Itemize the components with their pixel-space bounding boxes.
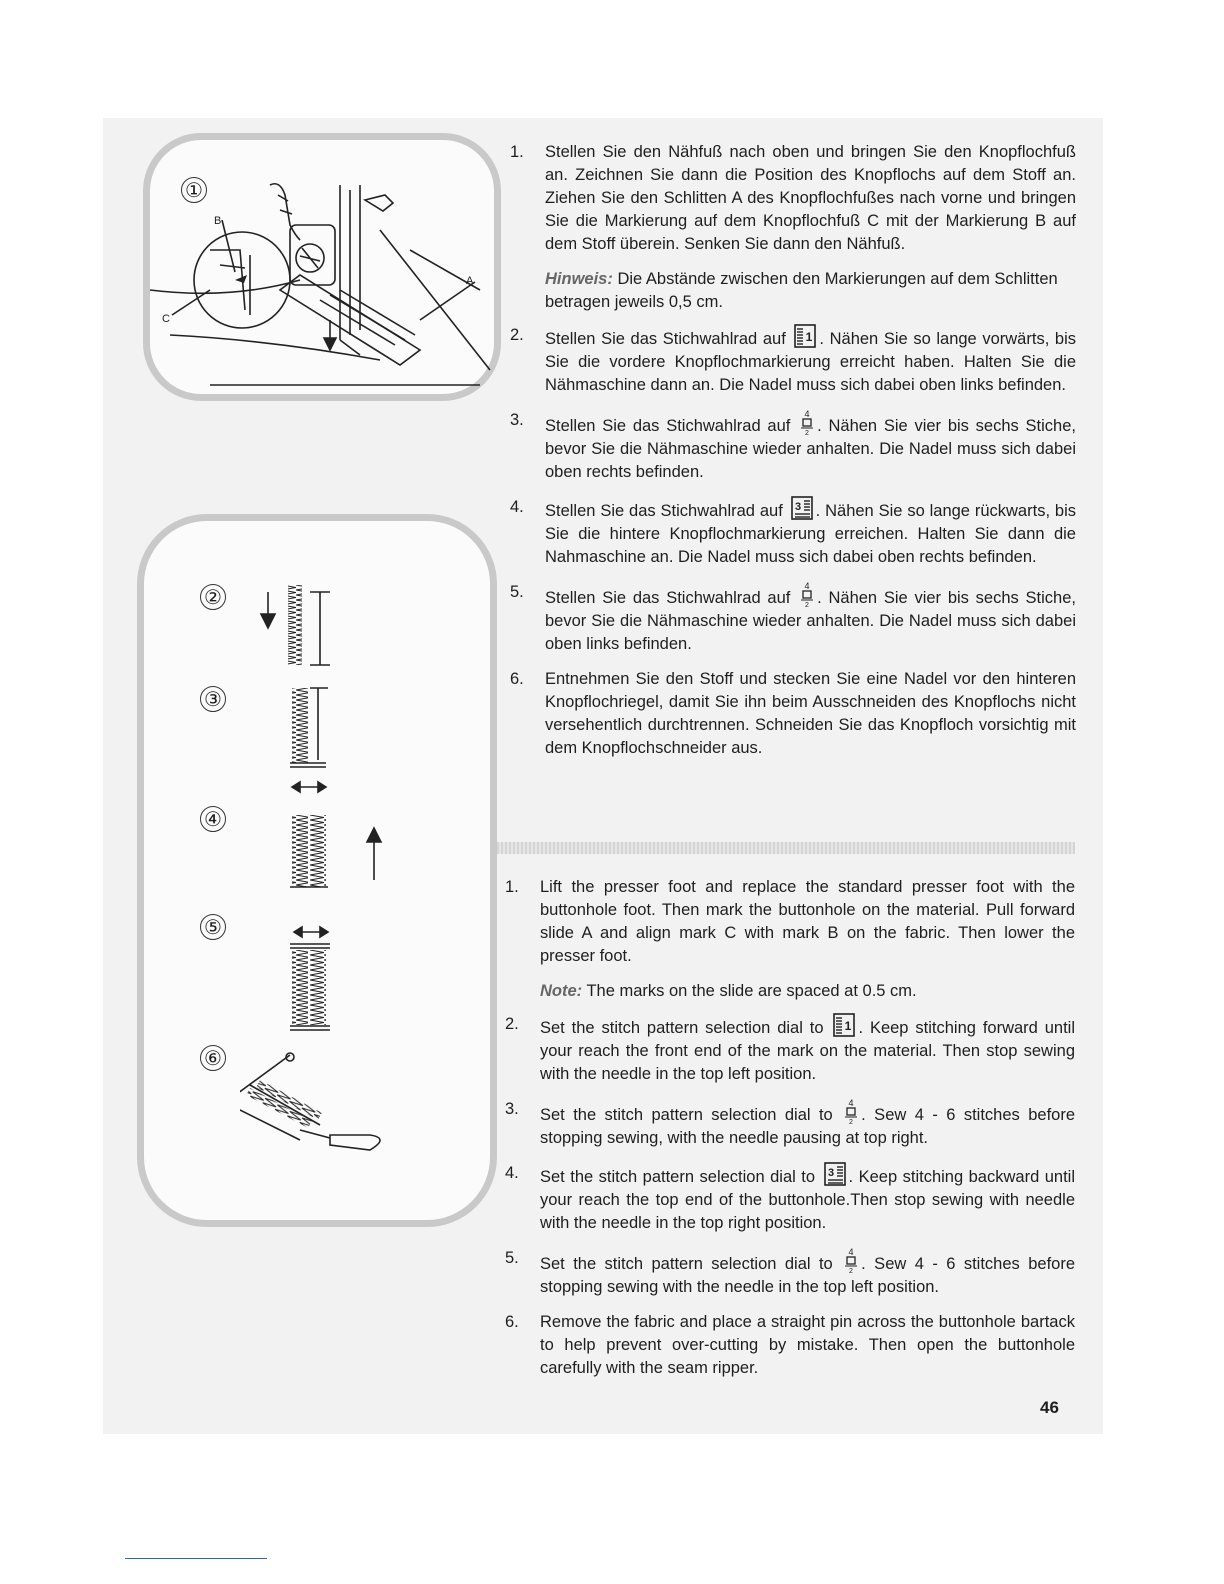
section-divider bbox=[493, 842, 1075, 854]
en-step-3: 3. Set the stitch pattern selection dial to 4 2 . Sew 4 - 6 stitches before stopping sewing, with the needle pausing at top right. bbox=[505, 1098, 1075, 1147]
svg-text:1: 1 bbox=[806, 330, 813, 344]
svg-text:2: 2 bbox=[805, 602, 810, 607]
svg-text:2: 2 bbox=[849, 1268, 854, 1273]
svg-text:4: 4 bbox=[804, 409, 810, 419]
en-step-5: 5. Set the stitch pattern selection dial to 4 2 . Sew 4 - 6 stitches before stopping sewing with the needle in the top left position. bbox=[505, 1247, 1075, 1296]
en-step-6: 6. Remove the fabric and place a straight pin across the buttonhole bartack to help prevent over-cutting by mistake. Then open the buttonhole carefully with the seam ripper. bbox=[505, 1313, 1075, 1377]
svg-text:3: 3 bbox=[827, 1167, 834, 1179]
en-step-1: 1. Lift the presser foot and replace the standard presser foot with the buttonhole foot. Then mark the buttonhole on the material. Pull forward slide A and align mark C with mark B on the fabric. Then lower the presser foot. bbox=[505, 878, 1075, 965]
en-note: Note: The marks on the slide are spaced at 0.5 cm. bbox=[540, 982, 917, 1000]
german-instructions bbox=[510, 141, 1076, 772]
stitch-bartack-symbol bbox=[800, 581, 814, 607]
en-step-2: 2. Set the stitch pattern selection dial to 1 . Keep stitching forward until your reach the front end of the mark on the material. Then stop sewing with the needle in the top left position. bbox=[505, 1015, 1076, 1083]
step-2-marker: ② bbox=[200, 584, 226, 610]
stitch-backward-symbol bbox=[824, 1162, 846, 1186]
de-step-4: 4. Stellen Sie das Stichwahlrad auf 3 . Nähen Sie so lange rückwarts, bis Sie die hintere Knopflochmarkierung erreichen. Halten Sie dann die Nahmaschine an. Die Nadel muss sich dabei oben rechts befinden. bbox=[510, 498, 1076, 566]
svg-text:3: 3 bbox=[794, 501, 801, 513]
svg-text:1: 1 bbox=[845, 1019, 852, 1033]
label-b: B bbox=[214, 215, 222, 227]
step-3-marker: ③ bbox=[200, 686, 226, 712]
step-4-marker: ④ bbox=[200, 806, 226, 832]
de-step-5: 5. Stellen Sie das Stichwahlrad auf 4 2 . Nähen Sie vier bis sechs Stiche, bevor Sie die Nähmaschine wieder anhalten. Die Nadel muss sich dabei oben links befinden. bbox=[510, 581, 1076, 653]
english-instructions bbox=[505, 876, 1075, 1392]
svg-text:4: 4 bbox=[848, 1247, 854, 1257]
stitch-forward-symbol bbox=[833, 1013, 855, 1037]
stitch-forward-symbol bbox=[794, 324, 816, 348]
label-a: A bbox=[466, 275, 474, 287]
de-step-1: 1. Stellen Sie den Nähfuß nach oben und bringen Sie den Knopflochfuß an. Zeichnen Sie dann die Position des Knopflochs auf dem Stoff an. Ziehen Sie den Schlitten A des Knopflochfußes nach vorne und bringen Sie die Markierung auf dem Knopflochfuß C mit der Markierung B auf dem Stoff überein. Senken Sie dann den Nähfuß. bbox=[510, 143, 1076, 253]
stitch-backward-symbol bbox=[791, 496, 813, 520]
svg-text:2: 2 bbox=[805, 430, 810, 435]
footer-link-line bbox=[125, 1558, 267, 1559]
buttonhole-foot-drawing bbox=[150, 140, 495, 395]
stitch-bartack-symbol bbox=[844, 1098, 858, 1124]
step-1-marker: ① bbox=[181, 177, 207, 203]
en-step-4: 4. Set the stitch pattern selection dial to 3 . Keep stitching backward until your reach the top end of the buttonhole.Then stop sewing with needle with the needle in the top right position. bbox=[505, 1164, 1075, 1232]
stitch-bartack-symbol bbox=[800, 409, 814, 435]
svg-text:4: 4 bbox=[804, 581, 810, 591]
stitch-bartack-symbol bbox=[844, 1247, 858, 1273]
label-c: C bbox=[162, 313, 170, 325]
de-step-3: 3. Stellen Sie das Stichwahlrad auf 4 2 . Nähen Sie vier bis sechs Stiche, bevor Sie die Nähmaschine wieder anhalten. Die Nadel muss sich dabei oben rechts befinden. bbox=[510, 409, 1076, 481]
page-number: 46 bbox=[1040, 1398, 1059, 1417]
svg-text:2: 2 bbox=[849, 1119, 854, 1124]
step-6-marker: ⑥ bbox=[200, 1045, 226, 1071]
de-step-6: 6. Entnehmen Sie den Stoff und stecken Sie eine Nadel vor den hinteren Knopflochriegel, damit Sie ihn beim Ausschneiden des Knopflochs nicht versehentlich durchtrennen. Schneiden Sie das Knopfloch vorsichtig mit dem Knopflochschneider aus. bbox=[510, 670, 1076, 757]
de-step-2: 2. Stellen Sie das Stichwahlrad auf 1 . Nähen Sie so lange vorwärts, bis Sie die vordere Knopflochmarkierung erreicht haben. Halten Sie die Nähmaschine dann an. Die Nadel muss sich dabei oben links befinden. bbox=[510, 326, 1076, 394]
step-5-marker: ⑤ bbox=[200, 914, 226, 940]
svg-text:4: 4 bbox=[848, 1098, 854, 1108]
buttonhole-sequence-drawing bbox=[240, 580, 440, 1180]
de-note: Hinweis: Die Abstände zwischen den Markierungen auf dem Schlitten betragen jeweils 0,5 cm. bbox=[545, 270, 1058, 311]
